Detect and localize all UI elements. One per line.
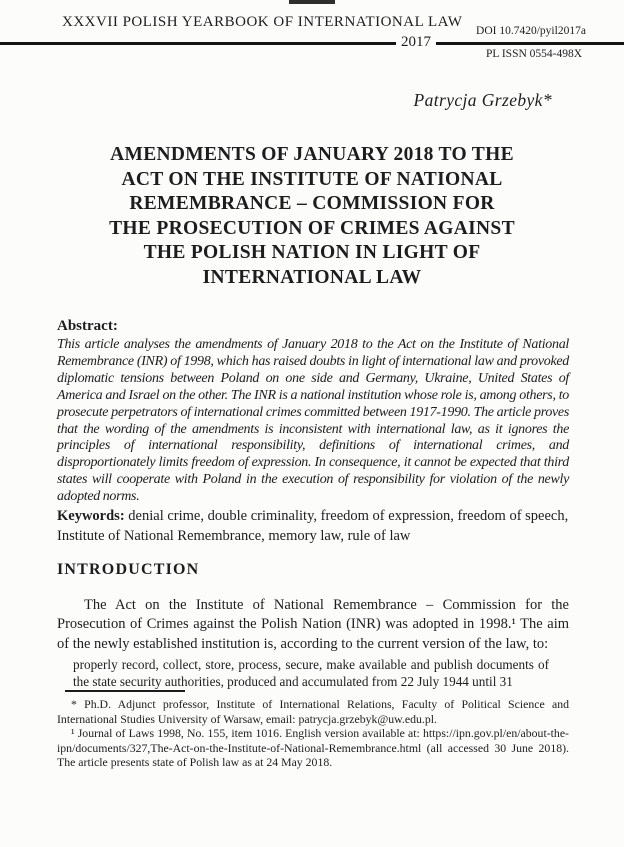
article-title-line: AMENDMENTS OF JANUARY 2018 TO THE <box>110 144 514 165</box>
statute-quote: properly record, collect, store, process, secure, make available and publish documents of the state security authorities, produced and accumulated from 22 July 1944 until 31 <box>73 657 549 689</box>
footnote-separator <box>65 690 185 692</box>
article-title <box>52 143 572 291</box>
volume-year: 2017 <box>401 34 431 50</box>
doi-label: DOI 10.7420/pyil2017a <box>476 25 586 37</box>
header-rule-left <box>0 42 396 45</box>
article-title-line: INTERNATIONAL LAW <box>202 266 422 288</box>
footnote-1: ¹ Journal of Laws 1998, No. 155, item 1016. English version available at: https://ipn.gov.pl/en/about-the-ipn/documents/327,The-Act-on-the-Institute-of-National-Remembrance.html (all accessed 30 June 2018). The article presents state of Polish law as at 24 May 2018. <box>57 726 569 770</box>
abstract-label: Abstract: <box>57 318 118 334</box>
article-title-line: THE POLISH NATION IN LIGHT OF <box>143 242 481 264</box>
author-name: Patrycja Grzebyk* <box>413 90 552 110</box>
abstract-text: This article analyses the amendments of January 2018 to the Act on the Institute of National Remembrance (INR) of 1998, which has raised doubts in light of international law and provoked diplomatic tensions between Poland on one side and Germany, Ukraine, United States of America and Israel on the other. The INR is a national institution whose role is, among others, to prosecute perpetrators of international crimes committed between 1917-1990. The article proves that the wording of the amendments is inconsistent with international law, as it ignores the principles of international responsibility, definitions of international crimes, and disproportionately limits freedom of expression. In consequence, it cannot be expected that third states will cooperate with Poland in the execution of responsibility for violation of the newly adopted norms. <box>57 337 569 505</box>
section-heading-introduction: INTRODUCTION <box>57 561 200 578</box>
footnotes <box>57 697 569 770</box>
article-title-line: ACT ON THE INSTITUTE OF NATIONAL <box>121 168 503 190</box>
keywords-text: denial crime, double criminality, freedom of expression, freedom of speech, Institute of National Remembrance, memory law, rule of law <box>57 508 569 544</box>
issn-label: PL ISSN 0554-498X <box>485 48 583 60</box>
keywords-block <box>57 506 569 546</box>
header-rule-right <box>436 42 624 45</box>
footnote-author-affiliation: * Ph.D. Adjunct professor, Institute of International Relations, Faculty of Political Science and International Studies University of Warsaw, email: patrycja.grzebyk@uw.edu.pl. <box>57 697 569 726</box>
keywords-label: Keywords: <box>57 508 125 524</box>
page-top-mark <box>289 0 335 4</box>
introduction-paragraph: The Act on the Institute of National Remembrance – Commission for the Prosecution of Crimes against the Polish Nation (INR) was adopted in 1998.¹ The aim of the newly established institution is, according to the current version of the law, to: <box>57 597 569 652</box>
article-title-line: REMEMBRANCE – COMMISSION FOR <box>129 193 495 215</box>
journal-title: XXXVII POLISH YEARBOOK OF INTERNATIONAL LAW <box>62 14 463 30</box>
article-title-line: THE PROSECUTION OF CRIMES AGAINST <box>109 217 515 239</box>
